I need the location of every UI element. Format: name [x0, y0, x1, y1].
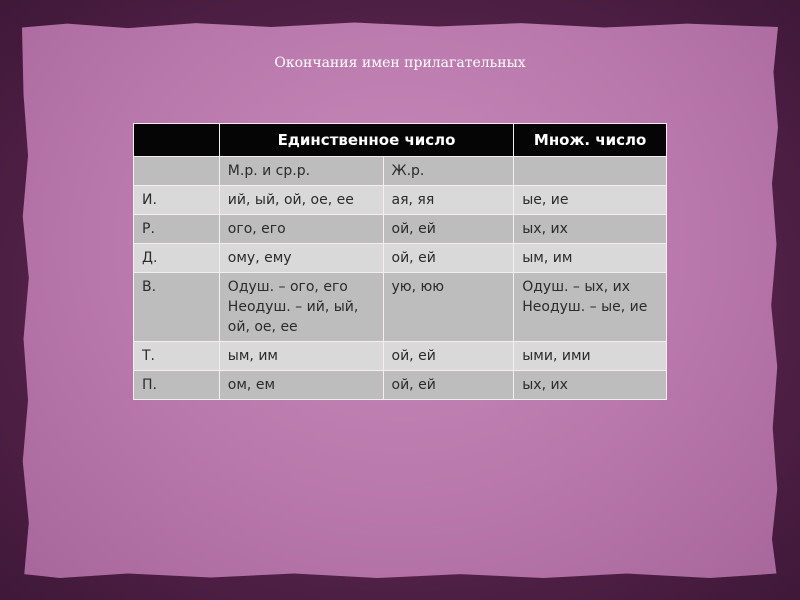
table-row — [134, 244, 667, 273]
masc-neut-cell: ом, ем — [219, 371, 383, 400]
fem-cell: ая, яя — [383, 186, 514, 215]
fem-cell: ой, ей — [383, 215, 514, 244]
table-row — [134, 273, 667, 342]
table-row — [134, 215, 667, 244]
case-cell: И. — [134, 186, 220, 215]
subheader-masc-neut: М.р. и ср.р. — [219, 157, 383, 186]
subheader-fem: Ж.р. — [383, 157, 514, 186]
table-header-row — [134, 124, 667, 157]
subheader-cell — [134, 157, 220, 186]
case-cell: П. — [134, 371, 220, 400]
table-row — [134, 371, 667, 400]
masc-neut-cell: Одуш. – ого, его Неодуш. – ий, ый, ой, ое, ее — [219, 273, 383, 342]
masc-neut-cell: ым, им — [219, 342, 383, 371]
endings-table — [133, 123, 667, 400]
table-row — [134, 342, 667, 371]
header-singular: Единственное число — [219, 124, 513, 157]
case-cell: Т. — [134, 342, 220, 371]
slide-title: Окончания имен прилагательных — [274, 55, 526, 71]
plural-cell: Одуш. – ых, их Неодуш. – ые, ие — [514, 273, 667, 342]
header-blank-cell — [134, 124, 220, 157]
fem-cell: ой, ей — [383, 244, 514, 273]
fem-cell: ую, юю — [383, 273, 514, 342]
subheader-cell — [514, 157, 667, 186]
table-subheader-row — [134, 157, 667, 186]
plural-cell: ых, их — [514, 371, 667, 400]
case-cell: В. — [134, 273, 220, 342]
case-cell: Д. — [134, 244, 220, 273]
plural-cell: ых, их — [514, 215, 667, 244]
fem-cell: ой, ей — [383, 342, 514, 371]
table-row — [134, 186, 667, 215]
plural-cell: ые, ие — [514, 186, 667, 215]
plural-cell: ым, им — [514, 244, 667, 273]
masc-neut-cell: ий, ый, ой, ое, ее — [219, 186, 383, 215]
masc-neut-cell: ому, ему — [219, 244, 383, 273]
fem-cell: ой, ей — [383, 371, 514, 400]
masc-neut-cell: ого, его — [219, 215, 383, 244]
header-plural: Множ. число — [514, 124, 667, 157]
plural-cell: ыми, ими — [514, 342, 667, 371]
case-cell: Р. — [134, 215, 220, 244]
